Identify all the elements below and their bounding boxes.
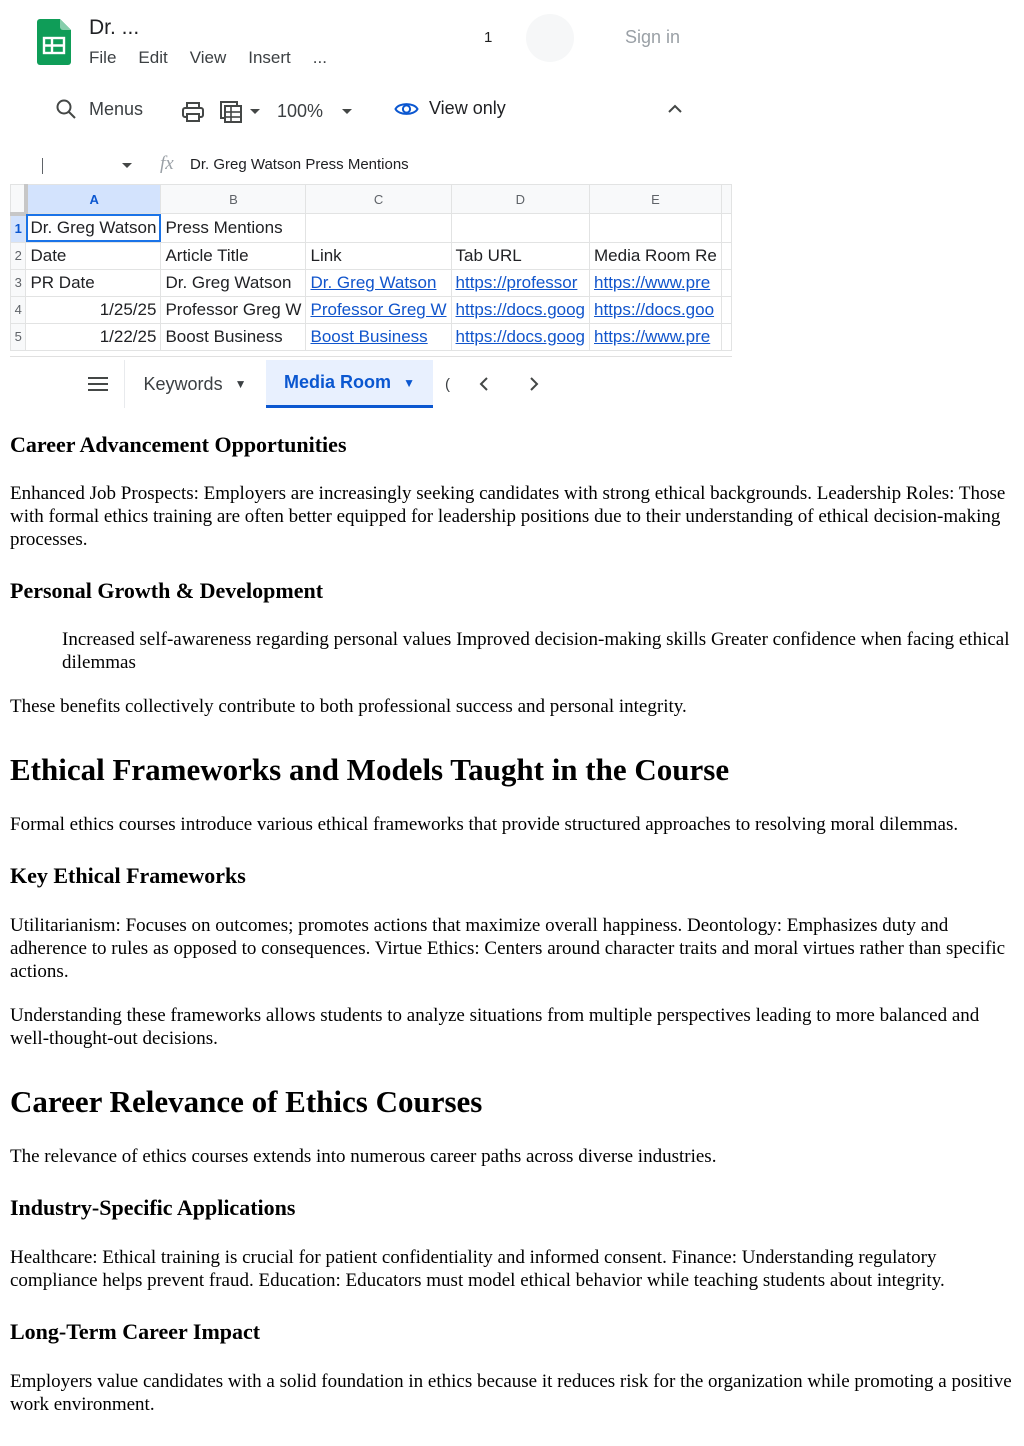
fx-icon: fx — [160, 153, 174, 174]
cell-d5-link[interactable]: https://docs.goog — [451, 323, 589, 350]
sheets-embed — [0, 0, 740, 420]
scroll-tabs-right-button[interactable] — [524, 360, 544, 408]
column-header-overflow — [721, 185, 731, 214]
heading-career-advancement: Career Advancement Opportunities — [10, 432, 347, 457]
collapse-toolbar-button[interactable] — [667, 103, 683, 115]
menu-edit[interactable]: Edit — [138, 48, 168, 67]
table-row — [11, 269, 732, 296]
select-all-corner[interactable] — [11, 185, 26, 214]
heading-industry-applications: Industry-Specific Applications — [10, 1195, 296, 1220]
paragraph-benefits: These benefits collectively contribute to both professional success and personal integrity. — [10, 696, 687, 717]
column-header[interactable]: B — [161, 185, 306, 214]
cell-overflow — [721, 242, 731, 269]
cell-overflow — [721, 269, 731, 296]
paragraph-long-term-impact: Employers value candidates with a solid foundation in ethics because it reduces risk for the organization while promoting a positive work environment. — [10, 1371, 1012, 1415]
paragraph-career-relevance: The relevance of ethics courses extends into numerous career paths across diverse industries. — [10, 1146, 717, 1167]
scroll-tabs-left-button[interactable] — [474, 360, 494, 408]
cell-d4-link[interactable]: https://docs.goog — [451, 296, 589, 323]
cell-e5-link[interactable]: https://www.pre — [590, 323, 722, 350]
row-header[interactable]: 5 — [11, 323, 26, 350]
cell-overflow — [721, 214, 731, 243]
search-icon — [55, 98, 77, 120]
menus-label: Menus — [89, 98, 144, 119]
row-header[interactable]: 4 — [11, 296, 26, 323]
all-sheets-button[interactable] — [78, 360, 118, 408]
column-header[interactable]: A — [26, 185, 161, 214]
cell-c4-link[interactable]: Professor Greg W — [306, 296, 451, 323]
table-format-icon — [219, 100, 243, 124]
table-row — [11, 242, 732, 269]
paragraph-key-frameworks: Utilitarianism: Focuses on outcomes; promotes actions that maximize overall happiness. Deontology: Emphasizes duty and adherence to rules as opposed to consequences. Virtue Ethics: Centers around character traits and moral virtues rather than specific actions. — [10, 915, 1006, 982]
toolbar — [0, 90, 740, 134]
tab-media-room[interactable] — [266, 360, 433, 408]
spreadsheet-grid[interactable] — [10, 184, 732, 357]
cell-overflow — [721, 296, 731, 323]
column-header[interactable]: E — [590, 185, 722, 214]
view-only-button[interactable] — [394, 98, 506, 119]
table-row — [11, 323, 732, 350]
chevron-right-icon — [529, 376, 539, 392]
column-header[interactable]: C — [306, 185, 451, 214]
table-row — [11, 296, 732, 323]
tab-truncated[interactable] — [445, 360, 459, 408]
menu-bar — [89, 48, 349, 68]
tab-media-room-label: Media Room — [284, 372, 392, 392]
table-row — [11, 214, 732, 243]
document-title[interactable]: Dr. ... — [89, 16, 140, 39]
menu-more[interactable]: ... — [312, 48, 327, 67]
zoom-select[interactable] — [277, 101, 353, 122]
sheet-tab-bar — [0, 360, 740, 408]
sign-in-button[interactable]: Sign in — [625, 27, 681, 47]
menus-search-button[interactable] — [55, 98, 143, 120]
paragraph-understanding: Understanding these frameworks allows students to analyze situations from multiple perspectives leading to more balanced and well-thought-out decisions. — [10, 1005, 980, 1049]
column-header[interactable]: D — [451, 185, 589, 214]
paragraph-career-advancement: Enhanced Job Prospects: Employers are increasingly seeking candidates with strong ethical backgrounds. Leadership Roles: Those with formal ethics training are often better equipped for leadership positions due to their understanding of ethical decision-making processes. — [10, 483, 1006, 550]
cell-c1[interactable] — [306, 214, 451, 243]
cell-b5[interactable]: Boost Business — [161, 323, 306, 350]
chevron-down-icon — [249, 106, 261, 118]
cell-b3[interactable]: Dr. Greg Watson — [161, 269, 306, 296]
avatar — [526, 14, 574, 62]
paragraph-ethical-frameworks: Formal ethics courses introduce various ethical frameworks that provide structured approaches to resolving moral dilemmas. — [10, 814, 959, 835]
cell-e2[interactable]: Media Room Re — [590, 242, 722, 269]
print-button[interactable] — [181, 100, 205, 124]
cell-b4[interactable]: Professor Greg W — [161, 296, 306, 323]
chevron-down-icon — [341, 106, 353, 118]
cell-b1[interactable]: Press Mentions — [161, 214, 306, 243]
cell-d1[interactable] — [451, 214, 589, 243]
row-header[interactable]: 2 — [11, 242, 26, 269]
chevron-up-icon — [667, 103, 683, 115]
cell-d3-link[interactable]: https://professor — [451, 269, 589, 296]
eye-icon — [394, 99, 419, 119]
hamburger-menu-icon — [88, 377, 108, 391]
chevron-down-icon: ▼ — [403, 375, 415, 390]
cell-c5-link[interactable]: Boost Business — [306, 323, 451, 350]
print-icon — [181, 100, 205, 124]
viewer-count-badge[interactable]: 1 — [484, 29, 493, 46]
tab-keywords[interactable] — [124, 360, 265, 408]
chevron-down-icon: ▼ — [234, 377, 247, 391]
cell-c3-link[interactable]: Dr. Greg Watson — [306, 269, 451, 296]
cell-overflow — [721, 323, 731, 350]
menu-insert[interactable]: Insert — [248, 48, 291, 67]
heading-career-relevance: Career Relevance of Ethics Courses — [10, 1084, 483, 1119]
row-header[interactable]: 1 — [11, 214, 26, 243]
cell-a3[interactable]: PR Date — [26, 269, 161, 296]
name-box[interactable] — [42, 158, 43, 174]
cell-a4[interactable]: 1/25/25 — [26, 296, 161, 323]
cell-b2[interactable]: Article Title — [161, 242, 306, 269]
heading-personal-growth: Personal Growth & Development — [10, 578, 324, 603]
quote-personal-growth: Increased self-awareness regarding personal values Improved decision-making skills Greater confidence when facing ethical dilemmas — [62, 629, 1010, 673]
article-body — [10, 432, 1016, 1416]
format-options-button[interactable] — [219, 100, 261, 124]
cell-a5[interactable]: 1/22/25 — [26, 323, 161, 350]
zoom-value: 100% — [277, 101, 324, 121]
view-only-label: View only — [429, 98, 506, 118]
cell-e3-link[interactable]: https://www.pre — [590, 269, 722, 296]
row-header[interactable]: 3 — [11, 269, 26, 296]
chevron-down-icon[interactable] — [121, 161, 133, 171]
menu-view[interactable]: View — [189, 48, 227, 67]
paragraph-industry-applications: Healthcare: Ethical training is crucial for patient confidentiality and informed consent. Finance: Understanding regulatory compliance helps prevent fraud. Education: Educators must model ethical behavior while teaching students about integrity. — [10, 1247, 945, 1291]
cell-e4-link[interactable]: https://docs.goo — [590, 296, 722, 323]
formula-input[interactable]: Dr. Greg Watson Press Mentions — [190, 156, 409, 173]
cell-c2[interactable]: Link — [306, 242, 451, 269]
tab-keywords-label: Keywords — [143, 373, 223, 394]
cell-d2[interactable]: Tab URL — [451, 242, 589, 269]
google-sheets-logo[interactable] — [37, 19, 71, 65]
cell-a1[interactable]: Dr. Greg Watson — [26, 214, 161, 243]
cell-a2[interactable]: Date — [26, 242, 161, 269]
menu-file[interactable]: File — [89, 48, 117, 67]
heading-key-frameworks: Key Ethical Frameworks — [10, 863, 246, 888]
tab-truncated-label: ( — [445, 375, 450, 393]
cell-e1[interactable] — [590, 214, 722, 243]
chevron-left-icon — [479, 376, 489, 392]
heading-long-term-impact: Long-Term Career Impact — [10, 1319, 261, 1344]
heading-ethical-frameworks: Ethical Frameworks and Models Taught in the Course — [10, 752, 730, 787]
